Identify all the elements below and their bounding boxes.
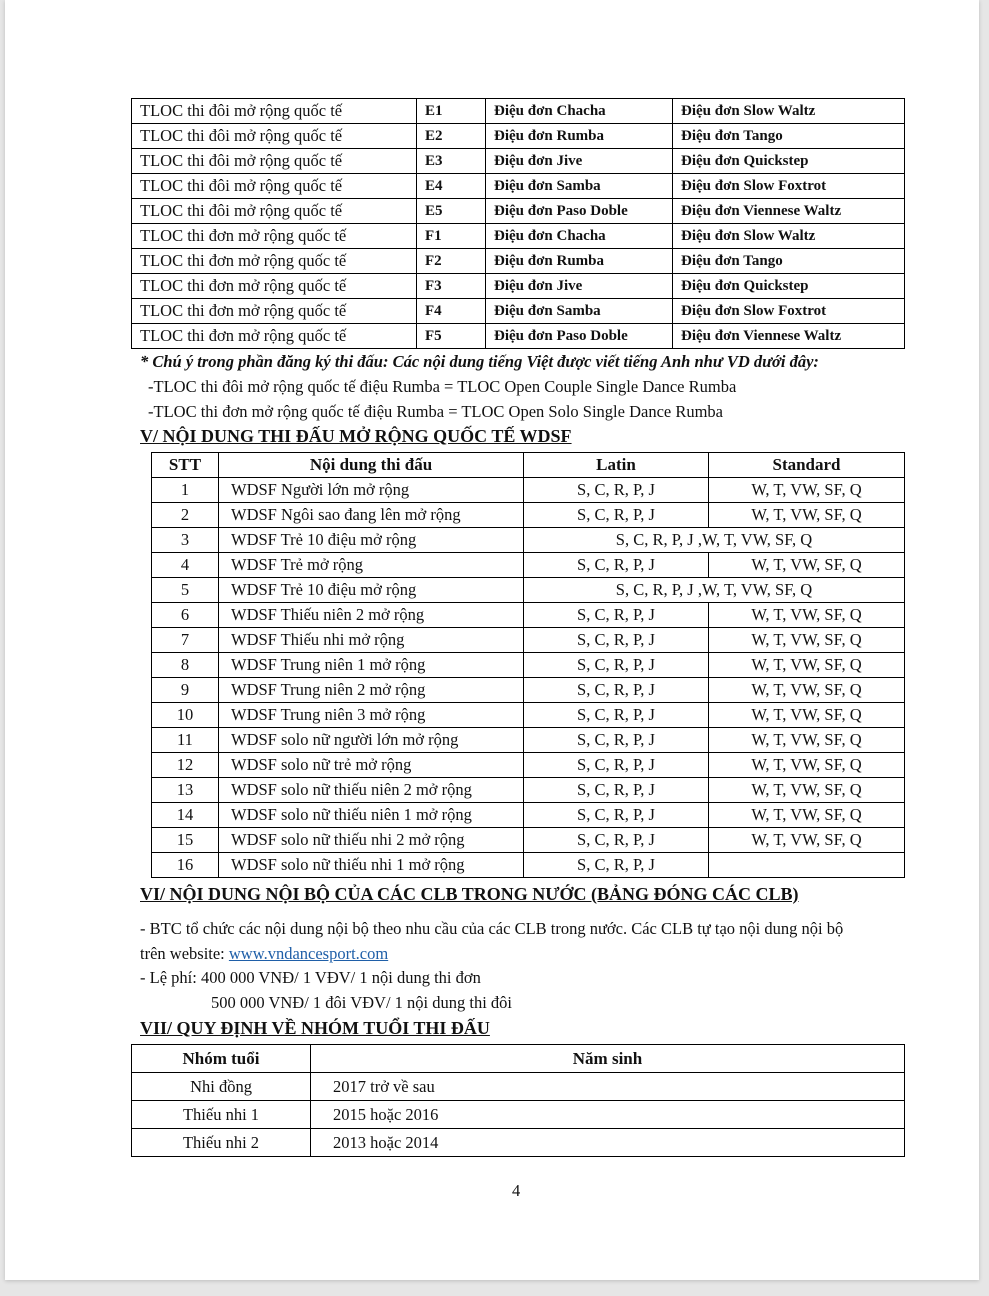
- event-name: TLOC thi đôi mở rộng quốc tế: [132, 199, 417, 224]
- fee-couple: 500 000 VNĐ/ 1 đôi VĐV/ 1 nội dung thi đôi: [211, 993, 512, 1012]
- row-standard: W, T, VW, SF, Q: [709, 778, 905, 803]
- latin-dance: Điệu đơn Jive: [486, 149, 673, 174]
- row-latin: S, C, R, P, J: [524, 503, 709, 528]
- row-standard: W, T, VW, SF, Q: [709, 728, 905, 753]
- table-row: [132, 174, 905, 199]
- row-latin: S, C, R, P, J: [524, 603, 709, 628]
- row-standard: W, T, VW, SF, Q: [709, 653, 905, 678]
- row-standard: W, T, VW, SF, Q: [709, 828, 905, 853]
- row-content: WDSF Trẻ mở rộng: [219, 553, 524, 578]
- row-stt: 16: [152, 853, 219, 878]
- event-name: TLOC thi đôi mở rộng quốc tế: [132, 174, 417, 199]
- row-latin: S, C, R, P, J: [524, 753, 709, 778]
- row-latin: S, C, R, P, J: [524, 853, 709, 878]
- note-example-solo: -TLOC thi đơn mở rộng quốc tế điệu Rumba = TLOC Open Solo Single Dance Rumba: [148, 402, 724, 421]
- section-5-heading: V/ NỘI DUNG THI ĐẤU MỞ RỘNG QUỐC TẾ WDSF: [140, 426, 572, 446]
- row-stt: 4: [152, 553, 219, 578]
- event-code: E5: [417, 199, 486, 224]
- row-content: WDSF Ngôi sao đang lên mở rộng: [219, 503, 524, 528]
- latin-dance: Điệu đơn Chacha: [486, 224, 673, 249]
- row-ten-dance: S, C, R, P, J ,W, T, VW, SF, Q: [524, 528, 905, 553]
- row-latin: S, C, R, P, J: [524, 478, 709, 503]
- latin-dance: Điệu đơn Paso Doble: [486, 199, 673, 224]
- row-stt: 6: [152, 603, 219, 628]
- row-standard: W, T, VW, SF, Q: [709, 603, 905, 628]
- table-row: [132, 1101, 905, 1129]
- event-name: TLOC thi đơn mở rộng quốc tế: [132, 299, 417, 324]
- table-row: [152, 803, 905, 828]
- row-stt: 14: [152, 803, 219, 828]
- row-content: WDSF Trẻ 10 điệu mở rộng: [219, 528, 524, 553]
- row-content: WDSF solo nữ thiếu niên 1 mở rộng: [219, 803, 524, 828]
- latin-dance: Điệu đơn Paso Doble: [486, 324, 673, 349]
- standard-dance: Điệu đơn Tango: [673, 124, 905, 149]
- table-row: [152, 653, 905, 678]
- birth-year: 2015 hoặc 2016: [311, 1101, 905, 1129]
- latin-dance: Điệu đơn Rumba: [486, 249, 673, 274]
- table-row: [132, 249, 905, 274]
- table-row: [152, 778, 905, 803]
- birth-year: 2013 hoặc 2014: [311, 1129, 905, 1157]
- table-header-row: [132, 1045, 905, 1073]
- event-name: TLOC thi đơn mở rộng quốc tế: [132, 324, 417, 349]
- row-latin: S, C, R, P, J: [524, 653, 709, 678]
- event-code: E1: [417, 99, 486, 124]
- table-row: [152, 728, 905, 753]
- standard-dance: Điệu đơn Slow Foxtrot: [673, 299, 905, 324]
- header-birth-year: Năm sinh: [311, 1045, 905, 1073]
- event-name: TLOC thi đôi mở rộng quốc tế: [132, 99, 417, 124]
- header-content: Nội dung thi đấu: [219, 453, 524, 478]
- row-latin: S, C, R, P, J: [524, 678, 709, 703]
- table-row: [132, 199, 905, 224]
- event-code: E2: [417, 124, 486, 149]
- row-content: WDSF Trung niên 3 mở rộng: [219, 703, 524, 728]
- age-group: Nhi đồng: [132, 1073, 311, 1101]
- registration-note: * Chú ý trong phần đăng ký thi đấu: Các nội dung tiếng Việt được viết tiếng Anh như VD dưới đây:: [140, 352, 819, 371]
- row-content: WDSF Thiếu niên 2 mở rộng: [219, 603, 524, 628]
- row-stt: 7: [152, 628, 219, 653]
- age-groups-table: [131, 1044, 905, 1157]
- page-number: 4: [512, 1181, 521, 1200]
- row-content: WDSF solo nữ trẻ mở rộng: [219, 753, 524, 778]
- table-row: [132, 1073, 905, 1101]
- standard-dance: Điệu đơn Viennese Waltz: [673, 199, 905, 224]
- age-group: Thiếu nhi 1: [132, 1101, 311, 1129]
- wdsf-events-table: [151, 452, 905, 878]
- table-row: [152, 578, 905, 603]
- table-row: [132, 149, 905, 174]
- table-row: [152, 828, 905, 853]
- row-latin: S, C, R, P, J: [524, 703, 709, 728]
- header-latin: Latin: [524, 453, 709, 478]
- table-row: [152, 703, 905, 728]
- standard-dance: Điệu đơn Slow Foxtrot: [673, 174, 905, 199]
- event-code: E4: [417, 174, 486, 199]
- row-content: WDSF Người lớn mở rộng: [219, 478, 524, 503]
- row-stt: 10: [152, 703, 219, 728]
- section-6-heading: VI/ NỘI DUNG NỘI BỘ CỦA CÁC CLB TRONG NƯỚC (BẢNG ĐÓNG CÁC CLB): [140, 884, 799, 904]
- website-link[interactable]: www.vndancesport.com: [228, 944, 389, 963]
- website-prefix: trên website:: [140, 944, 229, 963]
- latin-dance: Điệu đơn Rumba: [486, 124, 673, 149]
- table-row: [152, 628, 905, 653]
- event-code: F4: [417, 299, 486, 324]
- table-row: [152, 528, 905, 553]
- row-stt: 1: [152, 478, 219, 503]
- standard-dance: Điệu đơn Slow Waltz: [673, 224, 905, 249]
- age-group: Thiếu nhi 2: [132, 1129, 311, 1157]
- row-stt: 13: [152, 778, 219, 803]
- table-row: [152, 603, 905, 628]
- table-header-row: [152, 453, 905, 478]
- table-row: [152, 753, 905, 778]
- row-stt: 15: [152, 828, 219, 853]
- row-standard: W, T, VW, SF, Q: [709, 628, 905, 653]
- row-latin: S, C, R, P, J: [524, 628, 709, 653]
- note-example-couple: -TLOC thi đôi mở rộng quốc tế điệu Rumba = TLOC Open Couple Single Dance Rumba: [148, 377, 737, 396]
- event-name: TLOC thi đôi mở rộng quốc tế: [132, 149, 417, 174]
- latin-dance: Điệu đơn Chacha: [486, 99, 673, 124]
- event-code: F5: [417, 324, 486, 349]
- header-age-group: Nhóm tuổi: [132, 1045, 311, 1073]
- row-content: WDSF Trung niên 2 mở rộng: [219, 678, 524, 703]
- section-6-paragraph: - BTC tổ chức các nội dung nội bộ theo nhu cầu của các CLB trong nước. Các CLB tự tạo nội dung nội bộ: [140, 919, 844, 938]
- birth-year: 2017 trở về sau: [311, 1073, 905, 1101]
- table-row: [132, 324, 905, 349]
- latin-dance: Điệu đơn Samba: [486, 174, 673, 199]
- standard-dance: Điệu đơn Quickstep: [673, 149, 905, 174]
- row-content: WDSF solo nữ thiếu niên 2 mở rộng: [219, 778, 524, 803]
- latin-dance: Điệu đơn Samba: [486, 299, 673, 324]
- tloc-events-table: [131, 98, 905, 349]
- row-stt: 11: [152, 728, 219, 753]
- table-row: [132, 1129, 905, 1157]
- table-row: [132, 224, 905, 249]
- row-stt: 9: [152, 678, 219, 703]
- row-stt: 8: [152, 653, 219, 678]
- table-row: [132, 299, 905, 324]
- latin-dance: Điệu đơn Jive: [486, 274, 673, 299]
- row-latin: S, C, R, P, J: [524, 728, 709, 753]
- row-content: WDSF solo nữ thiếu nhi 1 mở rộng: [219, 853, 524, 878]
- table-row: [152, 478, 905, 503]
- row-standard: W, T, VW, SF, Q: [709, 478, 905, 503]
- row-standard: W, T, VW, SF, Q: [709, 503, 905, 528]
- table-row: [132, 274, 905, 299]
- table-row: [132, 99, 905, 124]
- row-content: WDSF Trẻ 10 điệu mở rộng: [219, 578, 524, 603]
- event-code: E3: [417, 149, 486, 174]
- header-stt: STT: [152, 453, 219, 478]
- row-standard: W, T, VW, SF, Q: [709, 553, 905, 578]
- table-row: [152, 678, 905, 703]
- table-row: [152, 853, 905, 878]
- event-name: TLOC thi đơn mở rộng quốc tế: [132, 274, 417, 299]
- standard-dance: Điệu đơn Slow Waltz: [673, 99, 905, 124]
- event-name: TLOC thi đôi mở rộng quốc tế: [132, 124, 417, 149]
- row-standard: W, T, VW, SF, Q: [709, 753, 905, 778]
- section-7-heading: VII/ QUY ĐỊNH VỀ NHÓM TUỔI THI ĐẤU: [140, 1018, 490, 1038]
- row-stt: 2: [152, 503, 219, 528]
- event-code: F2: [417, 249, 486, 274]
- row-standard: W, T, VW, SF, Q: [709, 678, 905, 703]
- row-ten-dance: S, C, R, P, J ,W, T, VW, SF, Q: [524, 578, 905, 603]
- fee-single: - Lệ phí: 400 000 VNĐ/ 1 VĐV/ 1 nội dung thi đơn: [140, 968, 481, 987]
- table-row: [132, 124, 905, 149]
- row-stt: 5: [152, 578, 219, 603]
- row-latin: S, C, R, P, J: [524, 803, 709, 828]
- event-name: TLOC thi đơn mở rộng quốc tế: [132, 249, 417, 274]
- row-content: WDSF Thiếu nhi mở rộng: [219, 628, 524, 653]
- row-content: WDSF Trung niên 1 mở rộng: [219, 653, 524, 678]
- row-stt: 12: [152, 753, 219, 778]
- row-standard: [709, 853, 905, 878]
- row-latin: S, C, R, P, J: [524, 553, 709, 578]
- header-standard: Standard: [709, 453, 905, 478]
- row-standard: W, T, VW, SF, Q: [709, 803, 905, 828]
- row-content: WDSF solo nữ người lớn mở rộng: [219, 728, 524, 753]
- standard-dance: Điệu đơn Quickstep: [673, 274, 905, 299]
- section-6-website-line: [140, 944, 388, 964]
- row-content: WDSF solo nữ thiếu nhi 2 mở rộng: [219, 828, 524, 853]
- table-row: [152, 503, 905, 528]
- event-code: F3: [417, 274, 486, 299]
- row-latin: S, C, R, P, J: [524, 778, 709, 803]
- standard-dance: Điệu đơn Tango: [673, 249, 905, 274]
- event-code: F1: [417, 224, 486, 249]
- row-latin: S, C, R, P, J: [524, 828, 709, 853]
- row-stt: 3: [152, 528, 219, 553]
- table-row: [152, 553, 905, 578]
- row-standard: W, T, VW, SF, Q: [709, 703, 905, 728]
- event-name: TLOC thi đơn mở rộng quốc tế: [132, 224, 417, 249]
- standard-dance: Điệu đơn Viennese Waltz: [673, 324, 905, 349]
